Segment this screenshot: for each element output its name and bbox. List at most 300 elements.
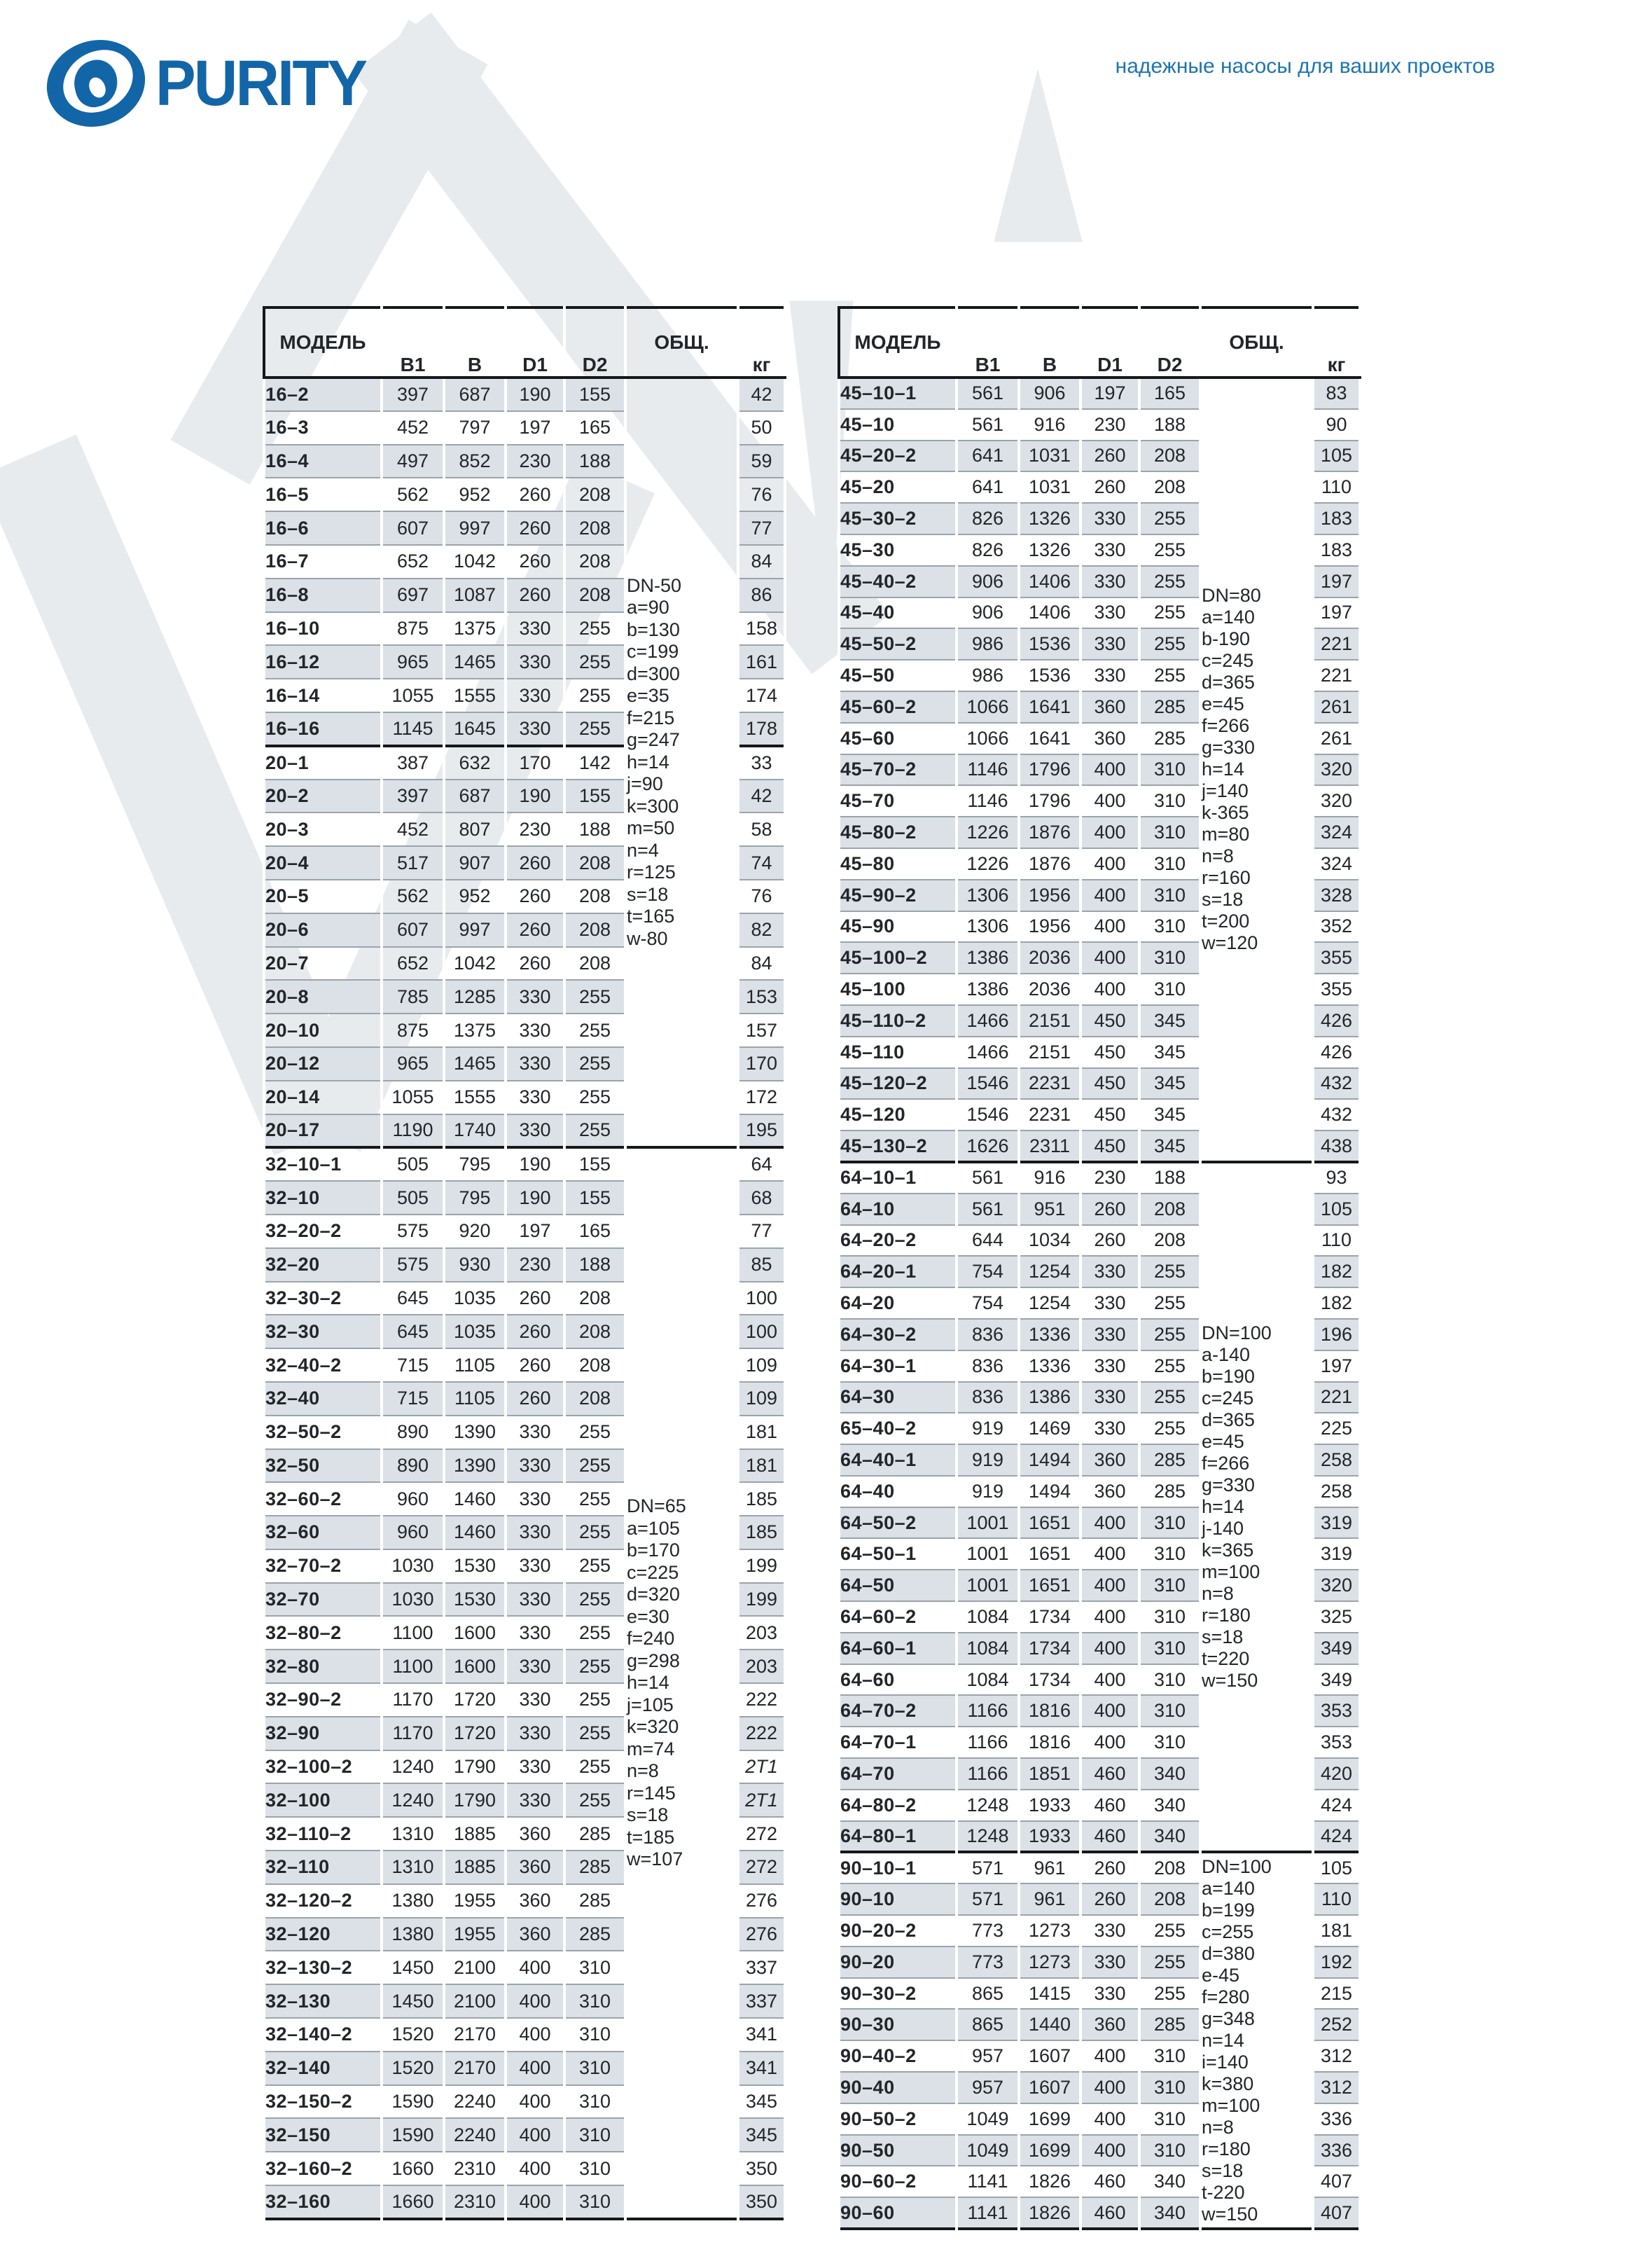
b1-cell: 906: [957, 566, 1019, 597]
b1-cell: 1546: [957, 1099, 1019, 1130]
d2-cell: 208: [564, 1282, 625, 1315]
b-cell: 1720: [444, 1683, 506, 1717]
model-cell: 16–10: [264, 612, 382, 646]
model-cell: 16–7: [264, 545, 382, 579]
kg-cell: 355: [1313, 974, 1360, 1005]
model-cell: 45–20–2: [839, 441, 957, 472]
b1-cell: 1240: [382, 1750, 444, 1784]
model-cell: 64–40–1: [839, 1444, 957, 1476]
b1-cell: 1660: [382, 2152, 444, 2185]
d1-cell: 260: [506, 913, 564, 947]
b-cell: 852: [444, 445, 506, 478]
d2-cell: 255: [564, 1449, 625, 1483]
d2-cell: 345: [1139, 1099, 1200, 1130]
model-cell: 45–80–2: [839, 817, 957, 848]
b1-cell: 1466: [957, 1037, 1019, 1068]
d2-cell: 208: [564, 880, 625, 913]
d2-cell: 208: [564, 846, 625, 880]
column-header-b1: B1: [382, 307, 444, 378]
d2-cell: 255: [1139, 1413, 1200, 1444]
d1-cell: 330: [506, 1516, 564, 1549]
b-cell: 997: [444, 913, 506, 947]
model-cell: 64–60–2: [839, 1601, 957, 1633]
d1-cell: 260: [1080, 471, 1139, 503]
kg-cell: 349: [1313, 1664, 1360, 1696]
column-header-b1: B1: [957, 307, 1019, 378]
d1-cell: 197: [506, 411, 564, 445]
d1-cell: 230: [506, 813, 564, 846]
kg-cell: 215: [1313, 1978, 1360, 2010]
b1-cell: 1450: [382, 1984, 444, 2018]
b1-cell: 644: [957, 1225, 1019, 1257]
b1-cell: 1049: [957, 2103, 1019, 2135]
b1-cell: 645: [382, 1282, 444, 1315]
brand-logo: [46, 36, 379, 130]
b-cell: 2240: [444, 2118, 506, 2152]
table-row: [839, 1852, 1360, 1883]
b1-cell: 965: [382, 1047, 444, 1081]
d2-cell: 208: [1139, 1194, 1200, 1225]
b-cell: 1375: [444, 612, 506, 646]
column-header-total: ОБЩ.: [1200, 307, 1313, 378]
b1-cell: 505: [382, 1147, 444, 1181]
d1-cell: 400: [506, 2052, 564, 2085]
b1-cell: 875: [382, 1014, 444, 1047]
b1-cell: 607: [382, 511, 444, 545]
b-cell: 1105: [444, 1382, 506, 1416]
kg-cell: 197: [1313, 1350, 1360, 1382]
d2-cell: 345: [1139, 1037, 1200, 1068]
kg-cell: 221: [1313, 628, 1360, 660]
d2-cell: 255: [564, 1683, 625, 1717]
d1-cell: 330: [1080, 1413, 1139, 1444]
d2-cell: 340: [1139, 2197, 1200, 2229]
d2-cell: 208: [1139, 1852, 1200, 1883]
d1-cell: 230: [506, 445, 564, 478]
b1-cell: 1166: [957, 1758, 1019, 1790]
kg-cell: 105: [1313, 1194, 1360, 1225]
model-cell: 45–90–2: [839, 880, 957, 911]
d2-cell: 142: [564, 746, 625, 780]
table-row: [264, 1147, 785, 1181]
d2-cell: 310: [564, 2118, 625, 2152]
d1-cell: 330: [506, 1014, 564, 1047]
model-cell: 64–80–2: [839, 1790, 957, 1821]
b1-cell: 957: [957, 2072, 1019, 2103]
b-cell: 1326: [1019, 503, 1080, 534]
kg-cell: 161: [738, 645, 785, 679]
b1-cell: 1660: [382, 2185, 444, 2219]
d1-cell: 450: [1080, 1037, 1139, 1068]
b-cell: 2036: [1019, 942, 1080, 974]
d2-cell: 155: [564, 1147, 625, 1181]
d1-cell: 400: [506, 2185, 564, 2219]
d1-cell: 197: [1080, 378, 1139, 409]
d1-cell: 400: [506, 1984, 564, 2018]
kg-cell: 185: [738, 1482, 785, 1516]
b-cell: 1035: [444, 1315, 506, 1348]
b-cell: 1530: [444, 1549, 506, 1583]
d1-cell: 190: [506, 1181, 564, 1215]
model-cell: 64–60–1: [839, 1633, 957, 1664]
b-cell: 1600: [444, 1650, 506, 1683]
b1-cell: 906: [957, 597, 1019, 629]
d2-cell: 208: [564, 913, 625, 947]
b1-cell: 957: [957, 2040, 1019, 2072]
kg-cell: 261: [1313, 723, 1360, 754]
d2-cell: 255: [564, 612, 625, 646]
model-cell: 64–70–2: [839, 1695, 957, 1727]
model-cell: 32–40: [264, 1382, 382, 1416]
b-cell: 1734: [1019, 1601, 1080, 1633]
d2-cell: 310: [1139, 2072, 1200, 2103]
column-header-d2: D2: [1139, 307, 1200, 378]
kg-cell: 68: [738, 1181, 785, 1215]
model-cell: 45–100: [839, 974, 957, 1005]
d2-cell: 255: [1139, 628, 1200, 660]
d1-cell: 330: [506, 1616, 564, 1650]
d2-cell: 285: [1139, 2009, 1200, 2040]
kg-cell: 432: [1313, 1099, 1360, 1130]
b1-cell: 1520: [382, 2052, 444, 2085]
b1-cell: 1466: [957, 1005, 1019, 1037]
model-cell: 64–20–2: [839, 1225, 957, 1257]
b1-cell: 397: [382, 780, 444, 813]
d2-cell: 208: [564, 478, 625, 511]
d2-cell: 310: [1139, 817, 1200, 848]
b1-cell: 561: [957, 409, 1019, 441]
b-cell: 687: [444, 780, 506, 813]
model-cell: 90–30–2: [839, 1978, 957, 2010]
d2-cell: 255: [564, 712, 625, 746]
b-cell: 1555: [444, 1081, 506, 1114]
b-cell: 1826: [1019, 2166, 1080, 2197]
column-header-kg: кг: [738, 307, 785, 378]
model-cell: 64–30: [839, 1382, 957, 1413]
model-cell: 45–50–2: [839, 628, 957, 660]
d1-cell: 400: [506, 2152, 564, 2185]
d1-cell: 360: [1080, 2009, 1139, 2040]
d1-cell: 260: [506, 1315, 564, 1348]
b-cell: 961: [1019, 1883, 1080, 1915]
d1-cell: 400: [1080, 1507, 1139, 1539]
d1-cell: 260: [1080, 1852, 1139, 1883]
b-cell: 1933: [1019, 1790, 1080, 1821]
d2-cell: 255: [564, 1047, 625, 1081]
model-cell: 32–90–2: [264, 1683, 382, 1717]
model-cell: 32–160: [264, 2185, 382, 2219]
model-cell: 64–50: [839, 1570, 957, 1601]
b-cell: 1933: [1019, 1821, 1080, 1853]
kg-cell: 105: [1313, 1852, 1360, 1883]
d1-cell: 330: [1080, 597, 1139, 629]
b1-cell: 1066: [957, 723, 1019, 754]
b-cell: 961: [1019, 1852, 1080, 1883]
d2-cell: 255: [564, 679, 625, 712]
d1-cell: 330: [1080, 628, 1139, 660]
d1-cell: 330: [1080, 503, 1139, 534]
d1-cell: 360: [506, 1918, 564, 1951]
b1-cell: 397: [382, 378, 444, 411]
kg-cell: 203: [738, 1650, 785, 1683]
d1-cell: 360: [1080, 723, 1139, 754]
kg-cell: 178: [738, 712, 785, 746]
b1-cell: 986: [957, 660, 1019, 691]
overall-spec-block: [1200, 1852, 1313, 2229]
d2-cell: 255: [564, 1583, 625, 1617]
model-cell: 64–40: [839, 1476, 957, 1507]
kg-cell: 336: [1313, 2103, 1360, 2135]
kg-cell: 153: [738, 980, 785, 1014]
d2-cell: 255: [564, 1516, 625, 1549]
model-cell: 32–20: [264, 1248, 382, 1282]
d1-cell: 360: [506, 1884, 564, 1918]
d2-cell: 310: [1139, 2040, 1200, 2072]
d2-cell: 255: [1139, 597, 1200, 629]
d2-cell: 340: [1139, 1790, 1200, 1821]
model-cell: 64–50–2: [839, 1507, 957, 1539]
b1-cell: 1030: [382, 1549, 444, 1583]
b-cell: 1536: [1019, 660, 1080, 691]
b-cell: 1460: [444, 1482, 506, 1516]
kg-cell: 196: [1313, 1319, 1360, 1350]
kg-cell: 58: [738, 813, 785, 846]
kg-cell: 336: [1313, 2135, 1360, 2166]
kg-cell: 355: [1313, 942, 1360, 974]
d1-cell: 330: [506, 1783, 564, 1817]
b-cell: 1651: [1019, 1570, 1080, 1601]
model-cell: 90–20: [839, 1947, 957, 1978]
b1-cell: 1100: [382, 1616, 444, 1650]
b-cell: 1651: [1019, 1507, 1080, 1539]
b-cell: 1826: [1019, 2197, 1080, 2229]
kg-cell: 157: [738, 1014, 785, 1047]
d2-cell: 310: [1139, 1727, 1200, 1758]
b-cell: 2170: [444, 2052, 506, 2085]
b-cell: 916: [1019, 1162, 1080, 1194]
b-cell: 906: [1019, 378, 1080, 409]
b-cell: 1699: [1019, 2103, 1080, 2135]
model-cell: 45–70: [839, 785, 957, 817]
model-cell: 32–110–2: [264, 1817, 382, 1851]
overall-spec-block: [625, 1147, 738, 2219]
b1-cell: 1141: [957, 2166, 1019, 2197]
model-cell: 20–12: [264, 1047, 382, 1081]
model-cell: 90–10: [839, 1883, 957, 1915]
b-cell: 1285: [444, 980, 506, 1014]
d2-cell: 165: [564, 411, 625, 445]
b1-cell: 865: [957, 2009, 1019, 2040]
model-cell: 32–30: [264, 1315, 382, 1348]
column-header-d1: D1: [506, 307, 564, 378]
d1-cell: 450: [1080, 1068, 1139, 1100]
b-cell: 1390: [444, 1449, 506, 1483]
b1-cell: 652: [382, 545, 444, 579]
d2-cell: 188: [564, 1248, 625, 1282]
model-cell: 65–40–2: [839, 1413, 957, 1444]
model-cell: 90–60: [839, 2197, 957, 2229]
d2-cell: 285: [1139, 723, 1200, 754]
d2-cell: 155: [564, 1181, 625, 1215]
b-cell: 1790: [444, 1750, 506, 1784]
b-cell: 795: [444, 1181, 506, 1215]
d1-cell: 400: [1080, 880, 1139, 911]
d2-cell: 310: [1139, 1538, 1200, 1570]
d2-cell: 208: [1139, 471, 1200, 503]
model-cell: 20–4: [264, 846, 382, 880]
b-cell: 907: [444, 846, 506, 880]
b-cell: 1494: [1019, 1476, 1080, 1507]
d2-cell: 310: [1139, 1695, 1200, 1727]
b1-cell: 1590: [382, 2085, 444, 2119]
model-cell: 45–120: [839, 1099, 957, 1130]
d2-cell: 255: [1139, 660, 1200, 691]
d2-cell: 340: [1139, 1821, 1200, 1853]
b-cell: 1956: [1019, 911, 1080, 943]
d2-cell: 165: [564, 1215, 625, 1248]
d2-cell: 208: [564, 1348, 625, 1382]
d2-cell: 285: [564, 1851, 625, 1884]
b1-cell: 1226: [957, 848, 1019, 880]
b-cell: 1641: [1019, 723, 1080, 754]
b1-cell: 1306: [957, 880, 1019, 911]
kg-cell: 352: [1313, 911, 1360, 943]
kg-cell: 181: [1313, 1915, 1360, 1947]
model-cell: 16–6: [264, 511, 382, 545]
d1-cell: 360: [506, 1817, 564, 1851]
model-cell: 16–12: [264, 645, 382, 679]
kg-cell: 83: [1313, 378, 1360, 409]
model-cell: 45–40: [839, 597, 957, 629]
d1-cell: 330: [1080, 566, 1139, 597]
d1-cell: 400: [1080, 2135, 1139, 2166]
b-cell: 1536: [1019, 628, 1080, 660]
d2-cell: 310: [1139, 911, 1200, 943]
d2-cell: 310: [564, 2018, 625, 2052]
kg-cell: 261: [1313, 691, 1360, 723]
d2-cell: 255: [564, 1482, 625, 1516]
d2-cell: 208: [1139, 1883, 1200, 1915]
kg-cell: 319: [1313, 1538, 1360, 1570]
model-cell: 32–140–2: [264, 2018, 382, 2052]
d2-cell: 310: [1139, 2135, 1200, 2166]
kg-cell: 424: [1313, 1821, 1360, 1853]
d2-cell: 255: [1139, 503, 1200, 534]
d2-cell: 310: [1139, 785, 1200, 817]
d1-cell: 330: [1080, 534, 1139, 566]
model-cell: 45–10: [839, 409, 957, 441]
d2-cell: 255: [1139, 1256, 1200, 1287]
b-cell: 1034: [1019, 1225, 1080, 1257]
kg-cell: 349: [1313, 1633, 1360, 1664]
b1-cell: 1146: [957, 785, 1019, 817]
d1-cell: 260: [506, 947, 564, 981]
d2-cell: 340: [1139, 1758, 1200, 1790]
kg-cell: 350: [738, 2185, 785, 2219]
d1-cell: 330: [1080, 1319, 1139, 1350]
model-cell: 32–130–2: [264, 1951, 382, 1984]
d1-cell: 330: [1080, 1947, 1139, 1978]
model-cell: 32–60: [264, 1516, 382, 1549]
kg-cell: 100: [738, 1282, 785, 1315]
b-cell: 1607: [1019, 2040, 1080, 2072]
kg-cell: 199: [738, 1549, 785, 1583]
b1-cell: 571: [957, 1852, 1019, 1883]
d1-cell: 170: [506, 746, 564, 780]
d1-cell: 260: [1080, 1194, 1139, 1225]
model-cell: 32–80: [264, 1650, 382, 1683]
d1-cell: 400: [1080, 2072, 1139, 2103]
b1-cell: 607: [382, 913, 444, 947]
kg-cell: 199: [738, 1583, 785, 1617]
d1-cell: 400: [1080, 754, 1139, 786]
b1-cell: 575: [382, 1215, 444, 1248]
b1-cell: 561: [957, 1194, 1019, 1225]
model-cell: 32–80–2: [264, 1616, 382, 1650]
kg-cell: 345: [738, 2085, 785, 2119]
d2-cell: 255: [564, 1616, 625, 1650]
b1-cell: 1310: [382, 1851, 444, 1884]
b-cell: 1273: [1019, 1915, 1080, 1947]
column-header-kg: кг: [1313, 307, 1360, 378]
model-cell: 32–120: [264, 1918, 382, 1951]
model-cell: 32–70–2: [264, 1549, 382, 1583]
model-cell: 32–130: [264, 1984, 382, 2018]
kg-cell: 182: [1313, 1256, 1360, 1287]
model-cell: 64–80–1: [839, 1821, 957, 1853]
d2-cell: 165: [1139, 378, 1200, 409]
d2-cell: 345: [1139, 1130, 1200, 1162]
b1-cell: 754: [957, 1287, 1019, 1319]
model-cell: 45–30: [839, 534, 957, 566]
d2-cell: 255: [1139, 1978, 1200, 2010]
b-cell: 1390: [444, 1416, 506, 1449]
b1-cell: 1170: [382, 1717, 444, 1750]
d1-cell: 400: [1080, 2040, 1139, 2072]
b-cell: 916: [1019, 409, 1080, 441]
b1-cell: 561: [957, 1162, 1019, 1194]
b1-cell: 1166: [957, 1695, 1019, 1727]
b-cell: 2231: [1019, 1068, 1080, 1100]
kg-cell: 74: [738, 846, 785, 880]
brand-tagline: надежные насосы для ваших проектов: [1115, 55, 1495, 78]
kg-cell: 84: [738, 545, 785, 579]
b1-cell: 1100: [382, 1650, 444, 1683]
d2-cell: 188: [564, 813, 625, 846]
b1-cell: 1146: [957, 754, 1019, 786]
b1-cell: 1190: [382, 1114, 444, 1148]
b-cell: 1406: [1019, 566, 1080, 597]
model-cell: 32–70: [264, 1583, 382, 1617]
kg-cell: 258: [1313, 1476, 1360, 1507]
b-cell: 1326: [1019, 534, 1080, 566]
model-cell: 32–140: [264, 2052, 382, 2085]
b-cell: 1555: [444, 679, 506, 712]
model-cell: 45–30–2: [839, 503, 957, 534]
model-cell: 90–50: [839, 2135, 957, 2166]
kg-cell: 82: [738, 913, 785, 947]
d2-cell: 208: [564, 947, 625, 981]
b-cell: 1273: [1019, 1947, 1080, 1978]
b1-cell: 697: [382, 579, 444, 612]
model-cell: 32–40–2: [264, 1348, 382, 1382]
overall-spec-text: DN=100 a=140 b=199 c=255 d=380 e-45 f=280 g=348 n=14 i=140 k=380 m=100 n=8 r=180 s=18 t-220 w=150: [1202, 1855, 1272, 2225]
model-cell: 16–8: [264, 579, 382, 612]
kg-cell: 350: [738, 2152, 785, 2185]
kg-cell: 341: [738, 2018, 785, 2052]
d2-cell: 208: [564, 579, 625, 612]
d1-cell: 330: [506, 645, 564, 679]
